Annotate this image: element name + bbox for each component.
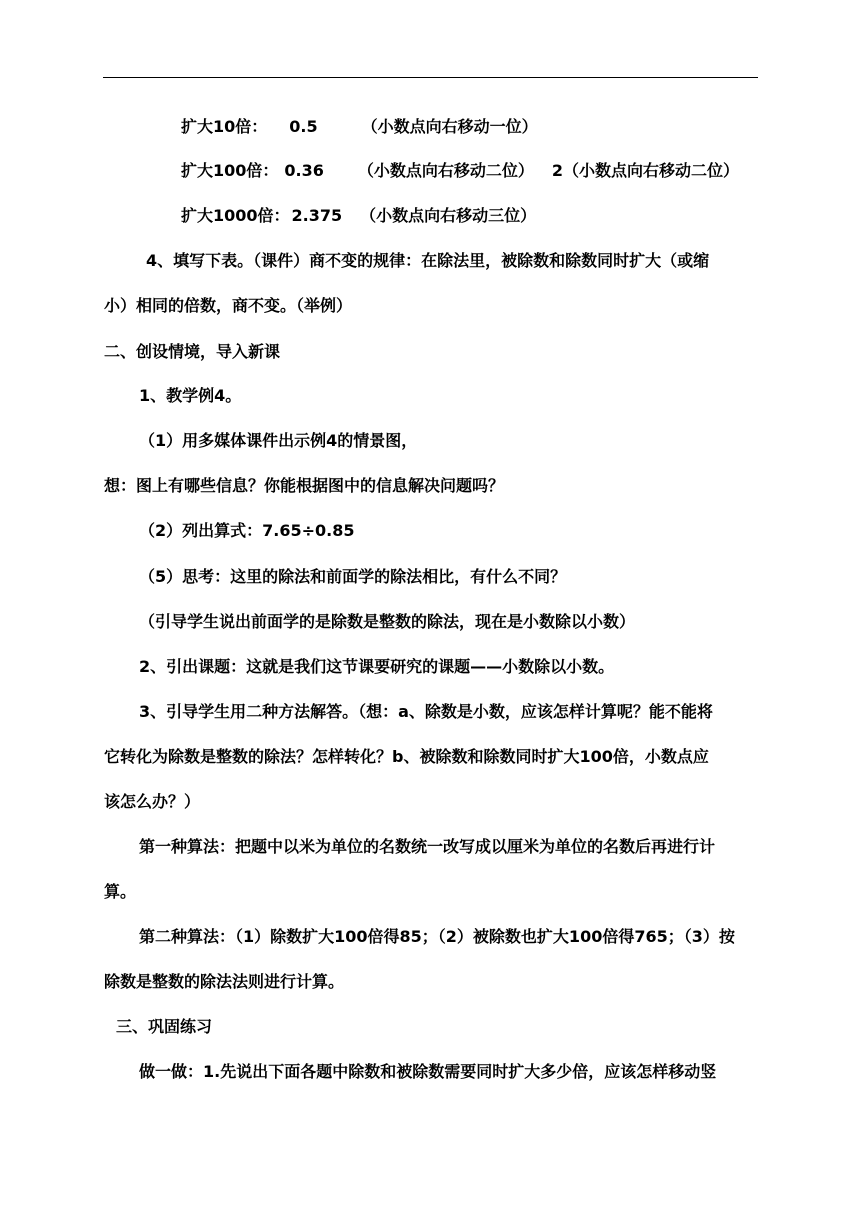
scale-note: （小数点向右移动一位） bbox=[361, 117, 538, 136]
section-heading-2: 二、创设情境，导入新课 bbox=[104, 342, 281, 361]
scale-100-line bbox=[181, 161, 739, 181]
scale-10-line bbox=[181, 117, 538, 137]
paragraph-rule-4: 4、填写下表。（课件）商不变的规律：在除法里，被除数和除数同时扩大（或缩 bbox=[146, 251, 710, 270]
item-3-cont-1: 它转化为除数是整数的除法？怎样转化？b、被除数和除数同时扩大100倍，小数点应 bbox=[104, 747, 709, 766]
item-2: 2、引出课题：这就是我们这节课要研究的课题——小数除以小数。 bbox=[139, 657, 615, 676]
item-1-sub-2: （2）列出算式：7.65÷0.85 bbox=[139, 521, 355, 540]
scale-note: （小数点向右移动三位） bbox=[360, 206, 537, 225]
scale-note: （小数点向右移动二位） bbox=[357, 161, 534, 180]
section-heading-3: 三、巩固练习 bbox=[116, 1017, 213, 1036]
think-question: 想：图上有哪些信息？你能根据图中的信息解决问题吗？ bbox=[104, 476, 505, 495]
method-2-cont: 除数是整数的除法法则进行计算。 bbox=[104, 972, 345, 991]
scale-label: 扩大100倍： bbox=[181, 161, 279, 180]
item-3-cont-2: 该怎么办？） bbox=[104, 792, 201, 811]
scale-extra-note: 2（小数点向右移动二位） bbox=[551, 161, 740, 180]
method-1: 第一种算法：把题中以米为单位的名数统一改写成以厘米为单位的名数后再进行计 bbox=[139, 837, 716, 856]
item-3: 3、引导学生用二种方法解答。（想：a、除数是小数，应该怎样计算呢？能不能将 bbox=[139, 702, 713, 721]
item-1-sub-1: （1）用多媒体课件出示例4的情景图， bbox=[139, 431, 418, 450]
method-2: 第二种算法：（1）除数扩大100倍得85；（2）被除数也扩大100倍得765；（3）按 bbox=[139, 927, 735, 946]
item-1: 1、教学例4。 bbox=[139, 386, 242, 405]
scale-label: 扩大10倍： bbox=[181, 117, 268, 136]
header-rule bbox=[103, 77, 758, 78]
scale-label: 扩大1000倍： bbox=[181, 206, 290, 225]
method-1-cont: 算。 bbox=[104, 882, 137, 901]
item-1-sub-5: （5）思考：这里的除法和前面学的除法相比，有什么不同？ bbox=[139, 567, 567, 586]
scale-value: 0.36 bbox=[284, 161, 324, 180]
paragraph-rule-4-cont: 小）相同的倍数，商不变。（举例） bbox=[104, 296, 353, 315]
guide-note: （引导学生说出前面学的是除数是整数的除法，现在是小数除以小数） bbox=[139, 612, 636, 631]
scale-value: 2.375 bbox=[291, 206, 343, 225]
scale-1000-line bbox=[181, 206, 536, 226]
exercise-line: 做一做：1.先说出下面各题中除数和被除数需要同时扩大多少倍，应该怎样移动竖 bbox=[139, 1062, 717, 1081]
scale-value: 0.5 bbox=[289, 117, 318, 136]
